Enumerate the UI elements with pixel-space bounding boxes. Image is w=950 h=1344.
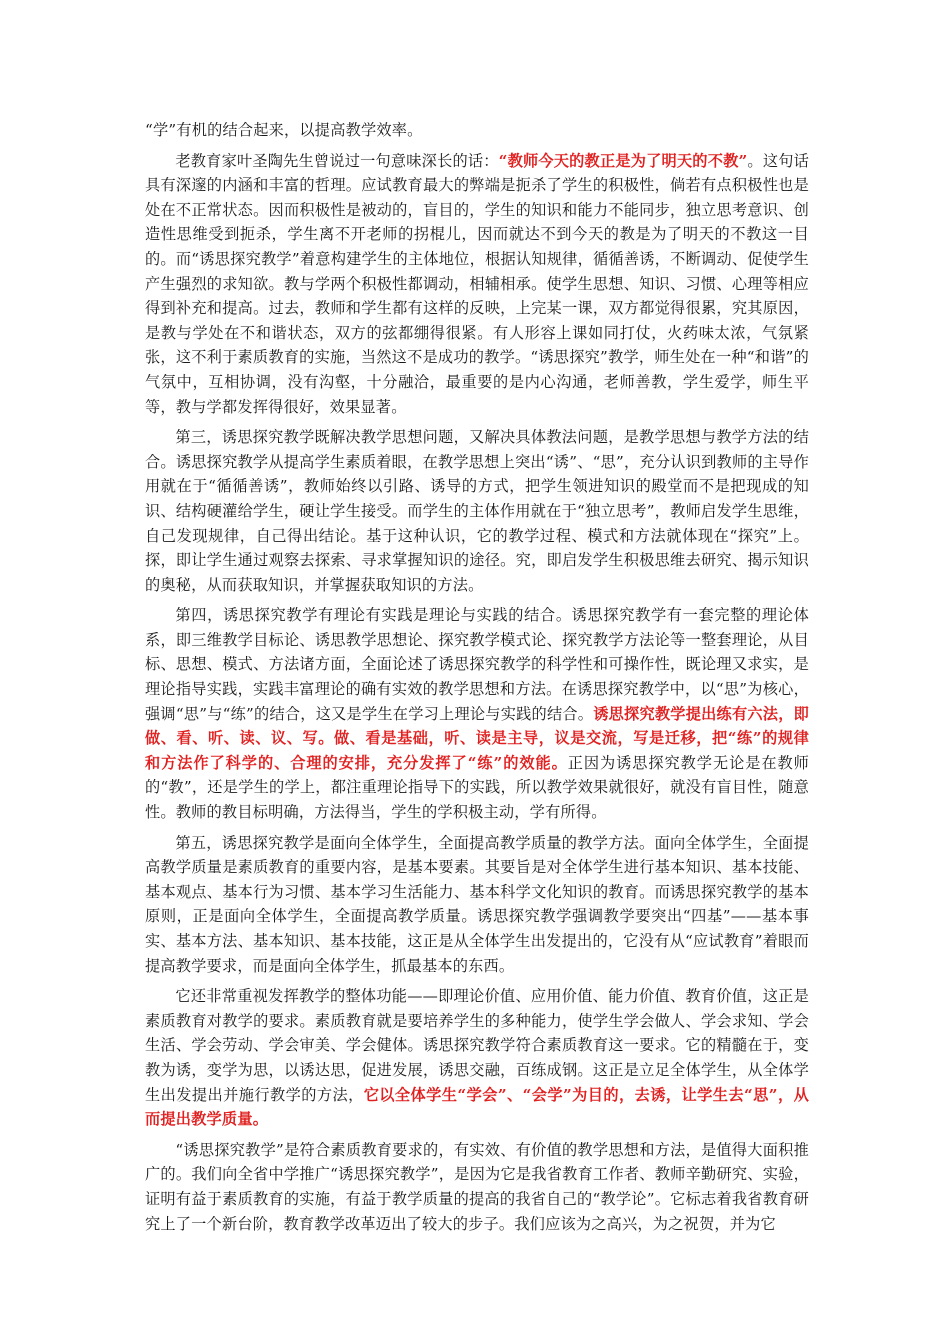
paragraph-text: 第三，诱思探究教学既解决教学思想问题，又解决具体教法问题，是教学思想与教学方法的结合。诱思探究教学从提高学生素质着眼，在教学思想上突出“诱”、“思”，充分认识到教师的主导作用就在于“循循善诱”，教师始终以引路、诱导的方式，把学生领进知识的殿堂而不是把现成的知识、结构硬灌给学生，硬让学生接受。而学生的主体作用就在于“独立思考”，教师启发学生思维，自己发现规律，自己得出结论。基于这种认识，它的教学过程、模式和方法就体现在“探究”上。探，即让学生通过观察去探索、寻求掌握知识的途径。究，即启发学生积极思维去研究、揭示知识的奥秘，从而获取知识，并掌握获取知识的方法。 — [145, 428, 809, 594]
highlighted-conclusion: 它以全体学生“学会”、“会学”为目的，去诱，让学生去“思”，从而提出教学质量。 — [145, 1085, 809, 1129]
paragraph-text: 第四，诱思探究教学有理论有实践是理论与实践的结合。诱思探究教学有一套完整的理论体系，即三维教学目标论、诱思教学思想论、探究教学模式论、探究教学方法论等一整套理论，从目标、思想、模式、方法诸方面，全面论述了诱思探究教学的科学性和可操作性，既论理又求实，是理论指导实践，实践丰富理论的确有实效的教学思想和方法。在诱思探究教学中，以“思”为核心，强调“思”与“练”的结合，这又是学生在学习上理论与实践的结合。 — [145, 606, 809, 723]
paragraph-ye-shengtao — [145, 149, 809, 420]
paragraph-text: 正因为诱思探究教学无论是在教师的“教”，还是学生的学上，都注重理论指导下的实践，所以教学效果就很好，就没有盲目性，随意性。教师的教目标明确，方法得当，学生的学积极主动，学有所得。 — [145, 753, 810, 822]
highlighted-quote: “教师今天的教正是为了明天的不教” — [498, 151, 748, 170]
paragraph-text: “诱思探究教学”是符合素质教育要求的，有实效、有价值的教学思想和方法，是值得大面积推广的。我们向全省中学推广“诱思探究教学”，是因为它是我省教育工作者、教师辛勤研究、实验，证明有益于素质教育的实施，有益于教学质量的提高的我省自己的“教学论”。它标志着我省教育研究上了一个新台阶，教育教学改革迈出了较大的步子。我们应该为之高兴，为之祝贺，并为它 — [145, 1140, 809, 1233]
paragraph-text: 。这句话具有深邃的内涵和丰富的哲理。应试教育最大的弊端是扼杀了学生的积极性，倘若有点积极性也是处在不正常状态。因而积极性是被动的，盲目的，学生的知识和能力不能同步，独立思考意识、创造性思维受到扼杀，学生离不开老师的拐棍儿，因而就达不到今天的教是为了明天的不教这一目的。而“诱思探究教学”着意构建学生的主体地位，根据认知规律，循循善诱，不断调动、促使学生产生强烈的求知欲。教与学两个积极性都调动，相辅相承。使学生思想、知识、习惯、心理等相应得到补充和提高。过去，教师和学生都有这样的反映，上完某一课，双方都觉得很累，究其原因，是教与学处在不和谐状态，双方的弦都绷得很紧。有人形容上课如同打仗，火药味太浓，气氛紧张，这不利于素质教育的实施，当然这不是成功的教学。“诱思探究”教学，师生处在一种“和谐”的气氛中，互相协调，没有沟壑，十分融洽，最重要的是内心沟通，老师善教，学生爱学，师生平等，教与学都发挥得很好，效果显著。 — [145, 151, 809, 416]
paragraph-text: “学”有机的结合起来，以提高教学效率。 — [145, 121, 423, 139]
paragraph-fourth — [145, 603, 809, 824]
paragraph-text: 它还非常重视发挥教学的整体功能——即理论价值、应用价值、能力价值、教育价值，这正是素质教育对教学的要求。素质教育就是要培养学生的多种能力，使学生学会做人、学会求知、学会生活、学会劳动、学会审美、学会健体。诱思探究教学符合素质教育这一要求。它的精髓在于，变教为诱，变学为思，以诱达思，促进发展，诱思交融，百练成钢。这正是立足全体学生，从全体学生出发提出并施行教学的方法， — [145, 987, 809, 1104]
paragraph-text: 第五，诱思探究教学是面向全体学生，全面提高教学质量的教学方法。面向全体学生，全面提高教学质量是素质教育的重要内容，是基本要素。其要旨是对全体学生进行基本知识、基本技能、基本观点、基本行为习惯、基本学习生活能力、基本科学文化知识的教育。而诱思探究教学的基本原则，正是面向全体学生，全面提高教学质量。诱思探究教学强调教学要突出“四基”——基本事实、基本方法、基本知识、基本技能，这正是从全体学生出发提出的，它没有从“应试教育”着眼而提高教学要求，而是面向全体学生，抓最基本的东西。 — [145, 833, 809, 975]
paragraph-third — [145, 425, 809, 597]
paragraph-text: 老教育家叶圣陶先生曾说过一句意味深长的话： — [175, 151, 499, 170]
paragraph-intro — [145, 118, 809, 143]
paragraph-fifth — [145, 831, 809, 979]
document-body — [145, 118, 809, 1242]
paragraph-promotion — [145, 1138, 809, 1236]
paragraph-overall-function — [145, 984, 809, 1132]
highlighted-six-methods: 诱思探究教学提出练有六法，即做、看、听、读、议、写。做、看是基础，听、读是主导，议是交流，写是迁移，把“练”的规律和方法作了科学的、合理的安排，充分发挥了“练”的效能。 — [145, 704, 809, 772]
